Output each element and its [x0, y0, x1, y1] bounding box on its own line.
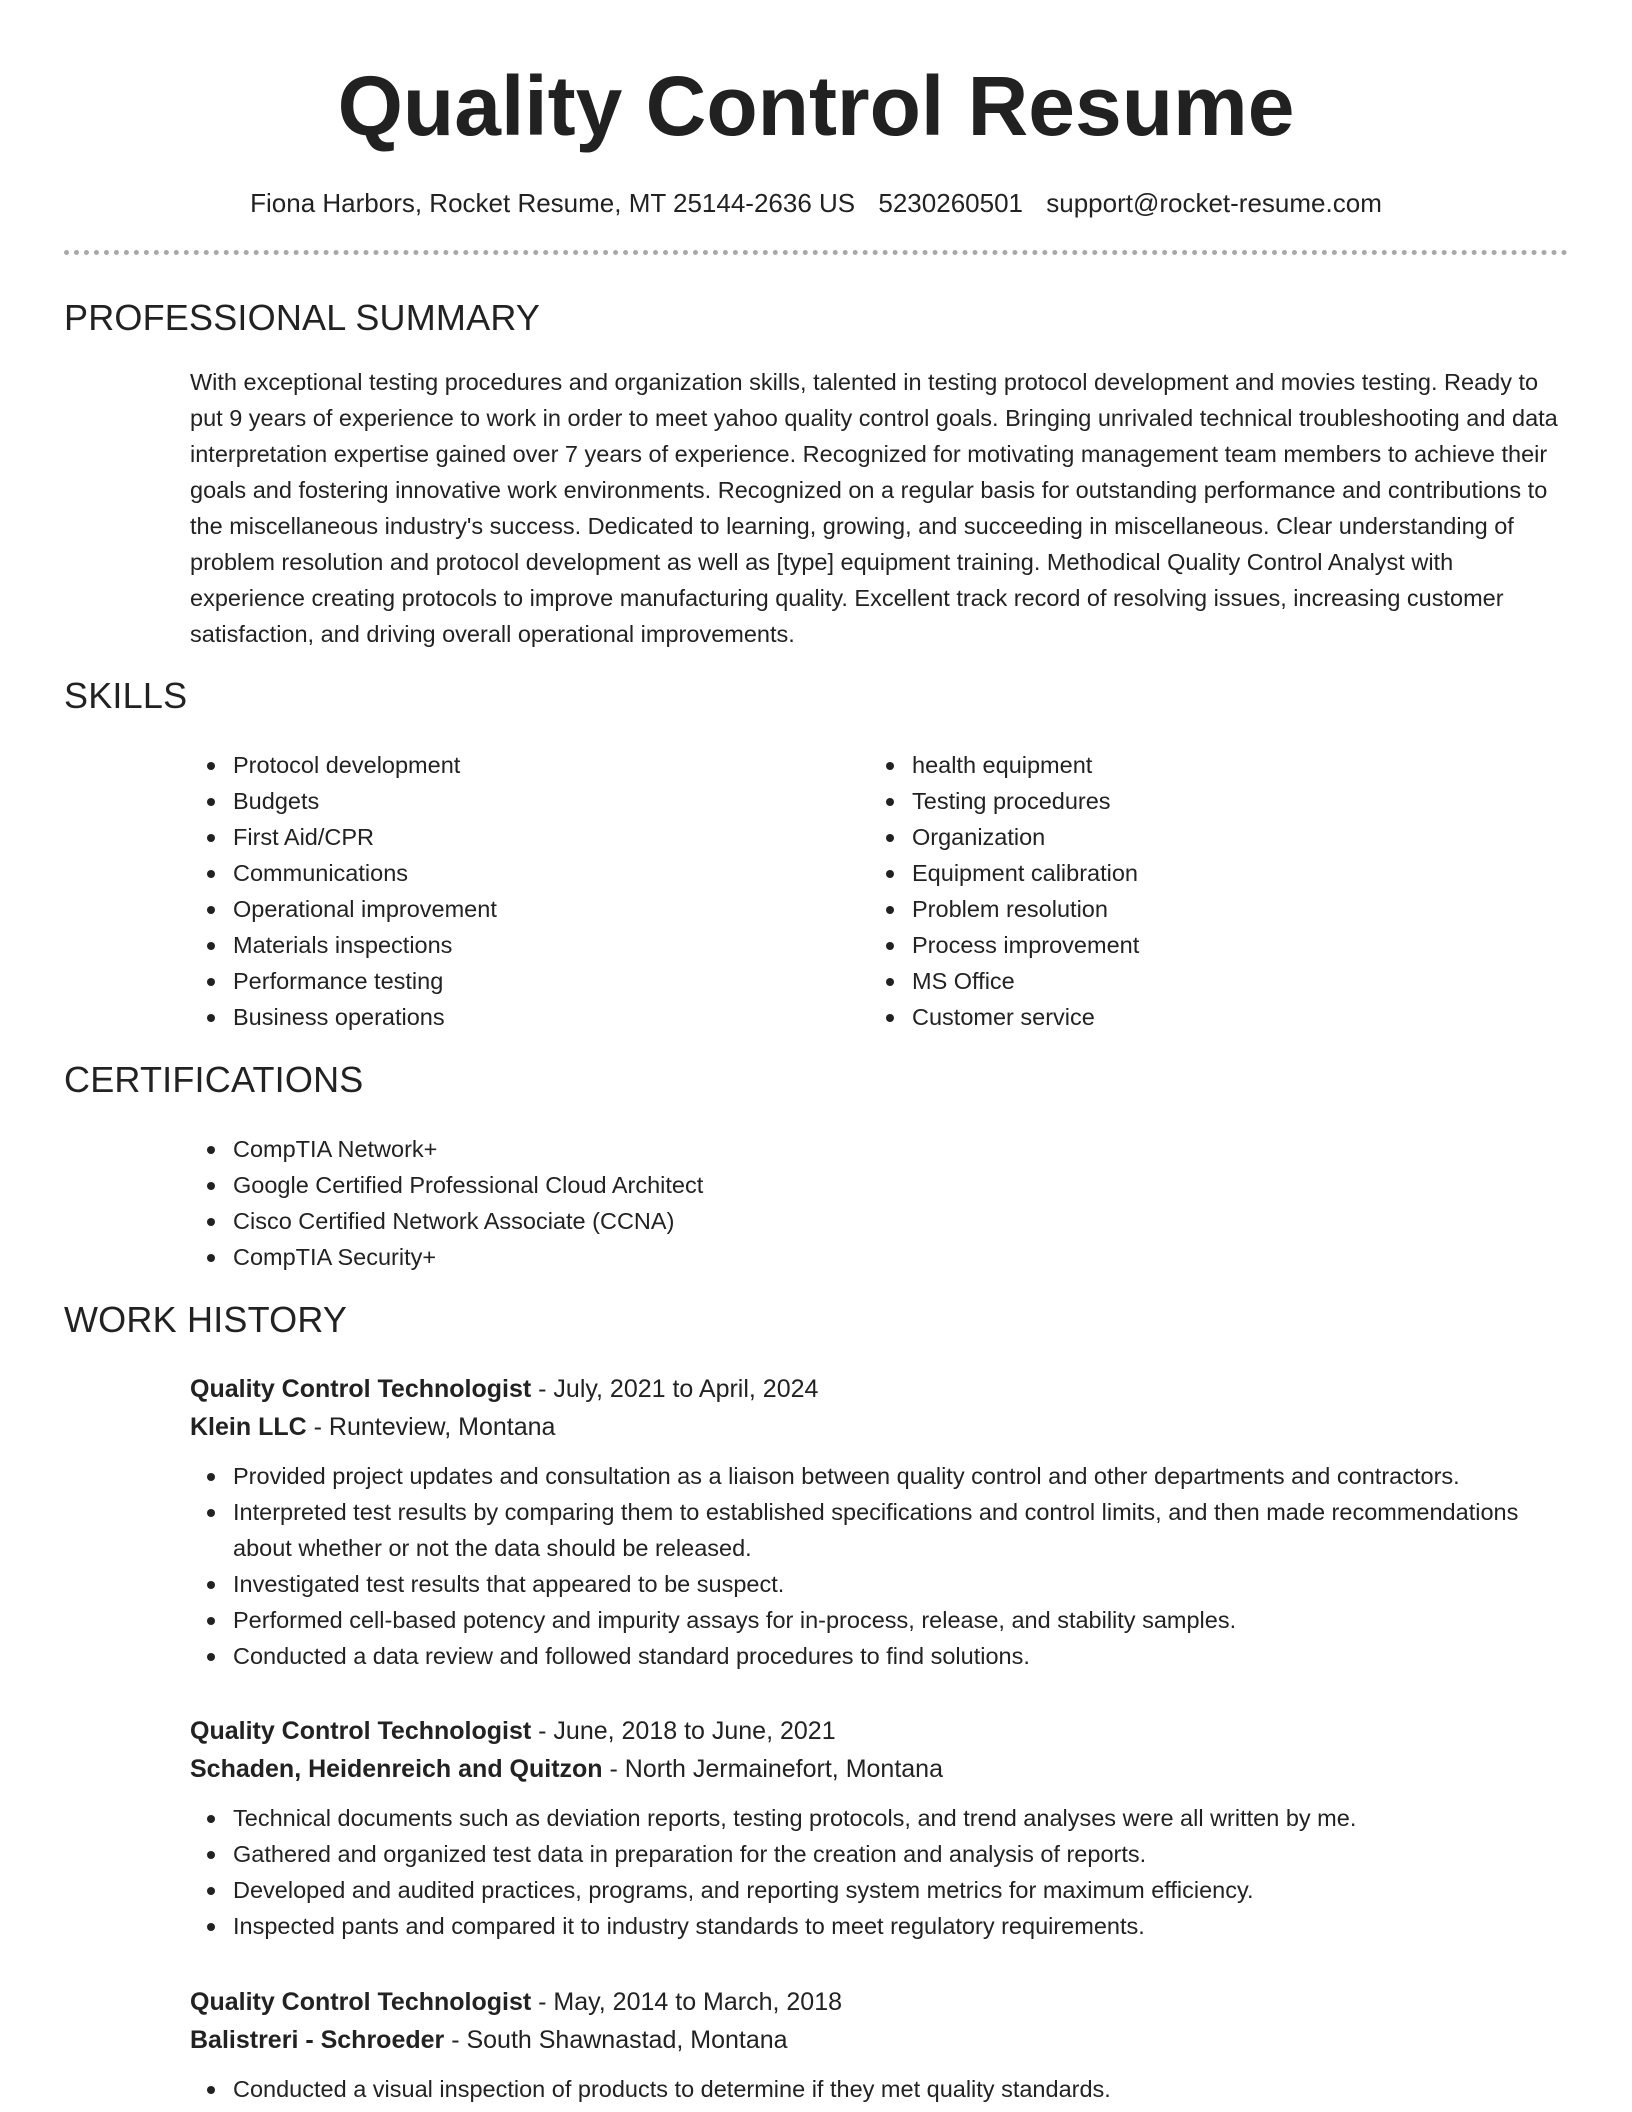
job-title-line	[190, 1370, 1568, 1408]
header-divider	[64, 250, 1568, 255]
job-company-line	[190, 2021, 1568, 2059]
job-dates: - July, 2021 to April, 2024	[531, 1375, 819, 1403]
skills-list-left	[190, 747, 840, 1035]
job-dates: - June, 2018 to June, 2021	[531, 1717, 836, 1745]
job-bullet: Gathered and organized test data in preparation for the creation and analysis of reports.	[190, 1836, 1568, 1872]
skill-item: Business operations	[190, 999, 840, 1035]
job-bullet: Investigated test results that appeared to be suspect.	[190, 1566, 1568, 1602]
certification-item: Cisco Certified Network Associate (CCNA)	[190, 1203, 1490, 1239]
section-title-certifications: CERTIFICATIONS	[64, 1059, 364, 1100]
skill-item: Budgets	[190, 783, 840, 819]
contact-address: Fiona Harbors, Rocket Resume, MT 25144-2636 US	[250, 188, 856, 218]
job-bullet: Technical documents such as deviation reports, testing protocols, and trend analyses were all written by me.	[190, 1800, 1568, 1836]
resume-header	[0, 0, 1632, 220]
job-bullet: Developed and audited practices, programs, and reporting system metrics for maximum efficiency.	[190, 1872, 1568, 1908]
job-bullets	[190, 2071, 1568, 2107]
job-location: - Runteview, Montana	[306, 1413, 556, 1441]
section-title-skills: SKILLS	[64, 675, 188, 716]
skill-item: First Aid/CPR	[190, 819, 840, 855]
skill-item: health equipment	[869, 747, 1519, 783]
job-entry	[190, 1370, 1568, 1674]
job-bullet: Interpreted test results by comparing them to established specifications and control limits, and then made recommendations about whether or not the data should be released.	[190, 1494, 1568, 1566]
job-bullet: Performed cell-based potency and impurity assays for in-process, release, and stability samples.	[190, 1602, 1568, 1638]
skill-item: Process improvement	[869, 927, 1519, 963]
skills-list-right	[869, 747, 1519, 1035]
job-title-line	[190, 1712, 1568, 1750]
job-title-line	[190, 1983, 1568, 2021]
skills-column-right	[869, 747, 1519, 1035]
resume-title: Quality Control Resume	[337, 59, 1295, 153]
job-title: Quality Control Technologist	[190, 1717, 532, 1745]
certifications-block	[190, 1131, 1490, 1275]
job-bullets	[190, 1800, 1568, 1944]
job-location: - North Jermainefort, Montana	[602, 1755, 943, 1783]
job-entry	[190, 1983, 1568, 2107]
skill-item: Customer service	[869, 999, 1519, 1035]
job-company-line	[190, 1750, 1568, 1788]
job-bullet: Provided project updates and consultation as a liaison between quality control and other departments and contractors.	[190, 1458, 1568, 1494]
skill-item: MS Office	[869, 963, 1519, 999]
job-bullets	[190, 1458, 1568, 1674]
job-bullet: Conducted a visual inspection of products to determine if they met quality standards.	[190, 2071, 1568, 2107]
skill-item: Testing procedures	[869, 783, 1519, 819]
skill-item: Operational improvement	[190, 891, 840, 927]
job-company-line	[190, 1408, 1568, 1446]
job-title: Quality Control Technologist	[190, 1988, 532, 2016]
skills-column-left	[190, 747, 840, 1035]
job-company: Schaden, Heidenreich and Quitzon	[190, 1755, 603, 1783]
summary-paragraph: With exceptional testing procedures and organization skills, talented in testing protocol development and movies testing. Ready to put 9 years of experience to work in order to meet yahoo quality control goals. Bringing unrivaled technical troubleshooting and data interpretation expertise gained over 7 years of experience. Recognized for motivating management team members to achieve their goals and fostering innovative work environments. Recognized on a regular basis for outstanding performance and contributions to the miscellaneous industry's success. Dedicated to learning, growing, and succeeding in miscellaneous. Clear understanding of problem resolution and protocol development as well as [type] equipment training. Methodical Quality Control Analyst with experience creating protocols to improve manufacturing quality. Excellent track record of resolving issues, increasing customer satisfaction, and driving overall operational improvements.	[190, 369, 1558, 647]
section-title-summary: PROFESSIONAL SUMMARY	[64, 297, 541, 338]
contact-email: support@rocket-resume.com	[1046, 188, 1382, 218]
job-company: Klein LLC	[190, 1413, 307, 1441]
section-title-work-history: WORK HISTORY	[64, 1299, 348, 1340]
skill-item: Performance testing	[190, 963, 840, 999]
certifications-list	[190, 1131, 1490, 1275]
skill-item: Equipment calibration	[869, 855, 1519, 891]
skill-item: Protocol development	[190, 747, 840, 783]
certification-item: CompTIA Network+	[190, 1131, 1490, 1167]
certification-item: Google Certified Professional Cloud Architect	[190, 1167, 1490, 1203]
skill-item: Problem resolution	[869, 891, 1519, 927]
job-bullet: Conducted a data review and followed standard procedures to find solutions.	[190, 1638, 1568, 1674]
job-bullet: Inspected pants and compared it to industry standards to meet regulatory requirements.	[190, 1908, 1568, 1944]
job-dates: - May, 2014 to March, 2018	[531, 1988, 843, 2016]
job-title: Quality Control Technologist	[190, 1375, 532, 1403]
certification-item: CompTIA Security+	[190, 1239, 1490, 1275]
skill-item: Organization	[869, 819, 1519, 855]
job-entry	[190, 1712, 1568, 1944]
job-company: Balistreri - Schroeder	[190, 2026, 445, 2054]
skill-item: Materials inspections	[190, 927, 840, 963]
contact-line	[0, 186, 1632, 220]
contact-phone: 5230260501	[878, 188, 1023, 218]
skill-item: Communications	[190, 855, 840, 891]
job-location: - South Shawnastad, Montana	[444, 2026, 788, 2054]
